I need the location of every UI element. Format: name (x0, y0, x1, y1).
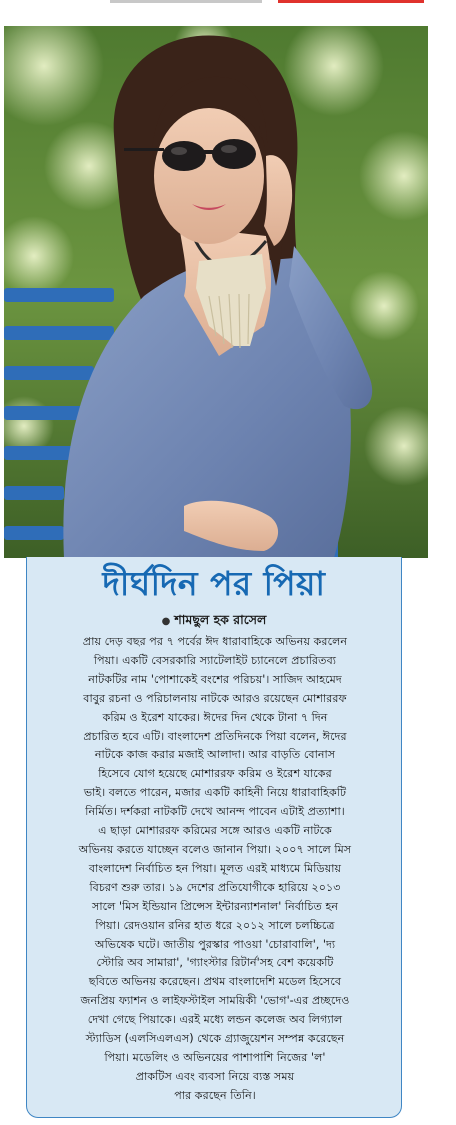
byline-author: শামছুল হক রাসেল (174, 612, 267, 627)
body-line: জনপ্রিয় ফ্যাশন ও লাইফস্টাইল সাময়িকী 'ভোগ'-এর প্রচ্ছদেও (80, 994, 350, 1008)
body-line: নাটকটির নাম 'পোশাকেই বংশের পরিচয়'। সাজিদ আহমেদ (88, 672, 342, 686)
headline: দীর্ঘদিন পর পিয়া (102, 564, 326, 603)
byline (27, 611, 401, 631)
body-line: বিচরণ শুরু তার। ১৯ দেশের প্রতিযোগীকে হারিয়ে ২০১৩ (89, 880, 341, 894)
body-line: স্ট্যাডিস (এলসিএলএস) থেকে গ্র্যাজুয়েশন সম্পন্ন করেছেন (85, 1032, 345, 1046)
article-photo (4, 26, 428, 558)
body-line: বাবুর রচনা ও পরিচালনায় নাটকে আরও রয়েছেন মোশাররফ (83, 691, 347, 705)
body-line: স্টোরি অব সামারা', 'গ্যাংস্টার রিটার্ন'সহ বেশ কয়েকটি (96, 956, 334, 970)
body-line: অভিনয় করতে যাচ্ছেন বলেও জানান পিয়া। ২০০৭ সালে মিস (78, 842, 352, 856)
body-line: প্রায় দেড় বছর পর ৭ পর্বের ঈদ ধারাবাহিকে অভিনয় করলেন (82, 635, 348, 648)
body-line: এ ছাড়া মোশাররফ করিমের সঙ্গে আরও একটি নাটকে (98, 824, 332, 838)
top-rule-red (278, 0, 424, 3)
body-line: পিয়া। রেদওয়ান রনির হাত ধরে ২০১২ সালে চলচ্চিত্রে (95, 918, 335, 932)
body-line: পিয়া। মডেলিং ও অভিনয়ের পাশাপাশি নিজের 'ল' (104, 1050, 326, 1064)
byline-bullet-icon: ● (161, 616, 171, 627)
body-line: বাংলাদেশ নির্বাচিত হন পিয়া। মূলত এরই মাধ্যমে মিডিয়ায় (88, 861, 342, 875)
top-rule-grey (110, 0, 262, 3)
body-line: সালে 'মিস ইন্ডিয়ান প্রিন্সেস ইন্টারন্যাশনাল' নির্বাচিত হন (91, 899, 339, 913)
body-line: নির্মিত। দর্শকরা নাটকটি দেখে আনন্দ পাবেন এটাই প্রত্যাশা। (85, 805, 345, 819)
body-line: হিসেবে যোগ হয়েছে মোশাররফ করিম ও ইরেশ যাকের (98, 767, 332, 781)
body-line: প্রাকটিস এবং ব্যবসা নিয়ে ব্যস্ত সময় (135, 1069, 295, 1083)
body-line: ভাই। বলতে পারেন, মজার একটি কাহিনী নিয়ে ধারাবাহিকটি (83, 786, 347, 800)
body-line: নাটকে কাজ করার মজাই আলাদা। আর বাড়তি বোনাস (94, 748, 336, 762)
body-line: পার করছেন তিনি। (174, 1088, 256, 1102)
body-line: করিম ও ইরেশ যাকের। ঈদের দিন থেকে টানা ৭ দিন (102, 710, 328, 724)
body-line: পিয়া। একটি বেসরকারি স্যাটেলাইট চ্যানেলে প্রচারিতব্য (93, 653, 337, 667)
body-line: প্রচারিত হবে এটি। বাংলাদেশ প্রতিদিনকে পিয়া বলেন, ঈদের (83, 729, 347, 743)
article-body (36, 633, 394, 1106)
body-line: ছবিতে অভিনয় করেছেন। প্রথম বাংলাদেশি মডেল হিসেবে (88, 975, 342, 989)
top-strip (0, 0, 456, 8)
article-box (26, 557, 402, 1118)
body-line: দেখা গেছে পিয়াকে। এরই মধ্যে লন্ডন কলেজ অব লিগ্যাল (87, 1013, 343, 1027)
body-line: অভিষেক ঘটে। জাতীয় পুরস্কার পাওয়া 'চোরাবালি', 'দ্য (94, 937, 336, 951)
